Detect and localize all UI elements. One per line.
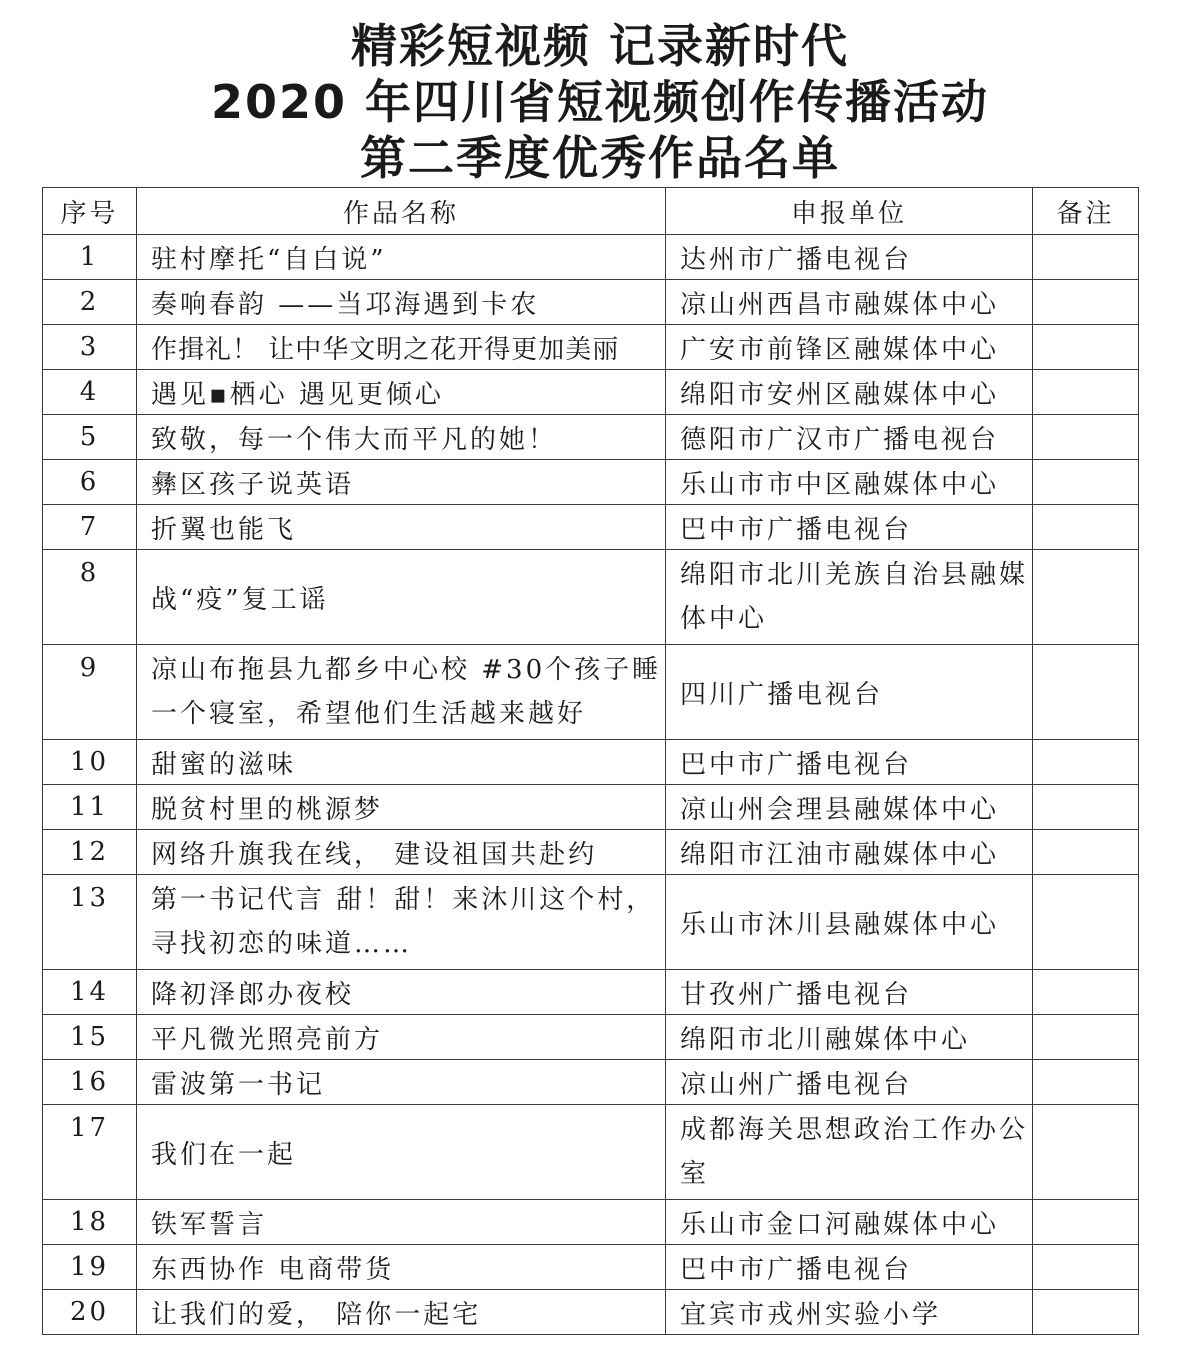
- row-unit: 甘孜州广播电视台: [666, 970, 1033, 1015]
- header-note: 备注: [1033, 188, 1139, 235]
- row-no: 14: [43, 970, 137, 1015]
- row-note: [1033, 1200, 1139, 1245]
- row-unit: 巴中市广播电视台: [666, 505, 1033, 550]
- row-unit: 绵阳市北川融媒体中心: [666, 1015, 1033, 1060]
- row-title: 遇见▪栖心 遇见更倾心: [137, 370, 666, 415]
- row-unit: 达州市广播电视台: [666, 235, 1033, 280]
- row-unit: 巴中市广播电视台: [666, 740, 1033, 785]
- row-title: 降初泽郎办夜校: [137, 970, 666, 1015]
- table-row: [43, 1200, 1139, 1245]
- row-no: 17: [43, 1105, 137, 1200]
- row-unit: 绵阳市安州区融媒体中心: [666, 370, 1033, 415]
- row-no: 12: [43, 830, 137, 875]
- row-title: 致敬，每一个伟大而平凡的她！: [137, 415, 666, 460]
- row-title: 铁军誓言: [137, 1200, 666, 1245]
- table-row: [43, 830, 1139, 875]
- award-list-table: [42, 187, 1139, 1335]
- table-row: [43, 370, 1139, 415]
- row-unit: 乐山市沐川县融媒体中心: [666, 875, 1033, 970]
- row-title: 奏响春韵 ——当邛海遇到卡农: [137, 280, 666, 325]
- table-row: [43, 1245, 1139, 1290]
- row-note: [1033, 1245, 1139, 1290]
- header-unit: 申报单位: [666, 188, 1033, 235]
- table-row: [43, 970, 1139, 1015]
- row-no: 1: [43, 235, 137, 280]
- row-title: 东西协作 电商带货: [137, 1245, 666, 1290]
- row-note: [1033, 830, 1139, 875]
- row-no: 10: [43, 740, 137, 785]
- row-no: 18: [43, 1200, 137, 1245]
- row-note: [1033, 1105, 1139, 1200]
- row-no: 7: [43, 505, 137, 550]
- table-row: [43, 505, 1139, 550]
- row-unit: 乐山市金口河融媒体中心: [666, 1200, 1033, 1245]
- row-note: [1033, 460, 1139, 505]
- row-unit: 绵阳市江油市融媒体中心: [666, 830, 1033, 875]
- row-note: [1033, 505, 1139, 550]
- document-title: [0, 18, 1200, 186]
- table-header-row: [43, 188, 1139, 235]
- table-row: [43, 460, 1139, 505]
- row-no: 15: [43, 1015, 137, 1060]
- row-unit: 巴中市广播电视台: [666, 1245, 1033, 1290]
- row-no: 5: [43, 415, 137, 460]
- row-note: [1033, 550, 1139, 645]
- row-unit: 绵阳市北川羌族自治县融媒体中心: [666, 550, 1033, 645]
- row-no: 16: [43, 1060, 137, 1105]
- row-unit: 四川广播电视台: [666, 645, 1033, 740]
- row-no: 11: [43, 785, 137, 830]
- row-unit: 成都海关思想政治工作办公室: [666, 1105, 1033, 1200]
- row-title: 凉山布拖县九都乡中心校 #30个孩子睡一个寝室，希望他们生活越来越好: [137, 645, 666, 740]
- table-row: [43, 875, 1139, 970]
- row-title: 第一书记代言 甜！甜！来沐川这个村，寻找初恋的味道……: [137, 875, 666, 970]
- header-no: 序号: [43, 188, 137, 235]
- row-note: [1033, 875, 1139, 970]
- row-title: 脱贫村里的桃源梦: [137, 785, 666, 830]
- title-line-3: 第二季度优秀作品名单: [360, 131, 840, 185]
- row-no: 9: [43, 645, 137, 740]
- row-title: 彝区孩子说英语: [137, 460, 666, 505]
- table-row: [43, 550, 1139, 645]
- row-note: [1033, 1015, 1139, 1060]
- row-unit: 凉山州西昌市融媒体中心: [666, 280, 1033, 325]
- row-unit: 德阳市广汉市广播电视台: [666, 415, 1033, 460]
- table-row: [43, 645, 1139, 740]
- row-title: 我们在一起: [137, 1105, 666, 1200]
- row-note: [1033, 280, 1139, 325]
- row-title: 战“疫”复工谣: [137, 550, 666, 645]
- row-title: 网络升旗我在线， 建设祖国共赴约: [137, 830, 666, 875]
- row-unit: 广安市前锋区融媒体中心: [666, 325, 1033, 370]
- row-note: [1033, 1060, 1139, 1105]
- row-note: [1033, 415, 1139, 460]
- header-title: 作品名称: [137, 188, 666, 235]
- row-no: 2: [43, 280, 137, 325]
- row-unit: 宜宾市戎州实验小学: [666, 1290, 1033, 1335]
- row-no: 19: [43, 1245, 137, 1290]
- row-note: [1033, 785, 1139, 830]
- table-row: [43, 235, 1139, 280]
- row-title: 平凡微光照亮前方: [137, 1015, 666, 1060]
- row-no: 20: [43, 1290, 137, 1335]
- row-no: 13: [43, 875, 137, 970]
- row-no: 6: [43, 460, 137, 505]
- row-no: 8: [43, 550, 137, 645]
- row-unit: 凉山州广播电视台: [666, 1060, 1033, 1105]
- row-note: [1033, 645, 1139, 740]
- table-row: [43, 1060, 1139, 1105]
- row-title: 驻村摩托“自白说”: [137, 235, 666, 280]
- table-row: [43, 415, 1139, 460]
- row-title: 甜蜜的滋味: [137, 740, 666, 785]
- row-note: [1033, 235, 1139, 280]
- table-row: [43, 280, 1139, 325]
- title-line-2: 2020 年四川省短视频创作传播活动: [210, 75, 990, 129]
- table-row: [43, 1290, 1139, 1335]
- row-note: [1033, 370, 1139, 415]
- table-row: [43, 1015, 1139, 1060]
- row-note: [1033, 970, 1139, 1015]
- title-line-1: 精彩短视频 记录新时代: [350, 19, 849, 73]
- table-row: [43, 1105, 1139, 1200]
- row-title: 让我们的爱， 陪你一起宅: [137, 1290, 666, 1335]
- row-unit: 凉山州会理县融媒体中心: [666, 785, 1033, 830]
- row-title: 雷波第一书记: [137, 1060, 666, 1105]
- row-title: 折翼也能飞: [137, 505, 666, 550]
- row-no: 4: [43, 370, 137, 415]
- row-note: [1033, 325, 1139, 370]
- row-title: 作揖礼！ 让中华文明之花开得更加美丽: [137, 325, 666, 370]
- row-note: [1033, 1290, 1139, 1335]
- table-row: [43, 785, 1139, 830]
- row-no: 3: [43, 325, 137, 370]
- table-row: [43, 740, 1139, 785]
- row-unit: 乐山市市中区融媒体中心: [666, 460, 1033, 505]
- row-note: [1033, 740, 1139, 785]
- table-row: [43, 325, 1139, 370]
